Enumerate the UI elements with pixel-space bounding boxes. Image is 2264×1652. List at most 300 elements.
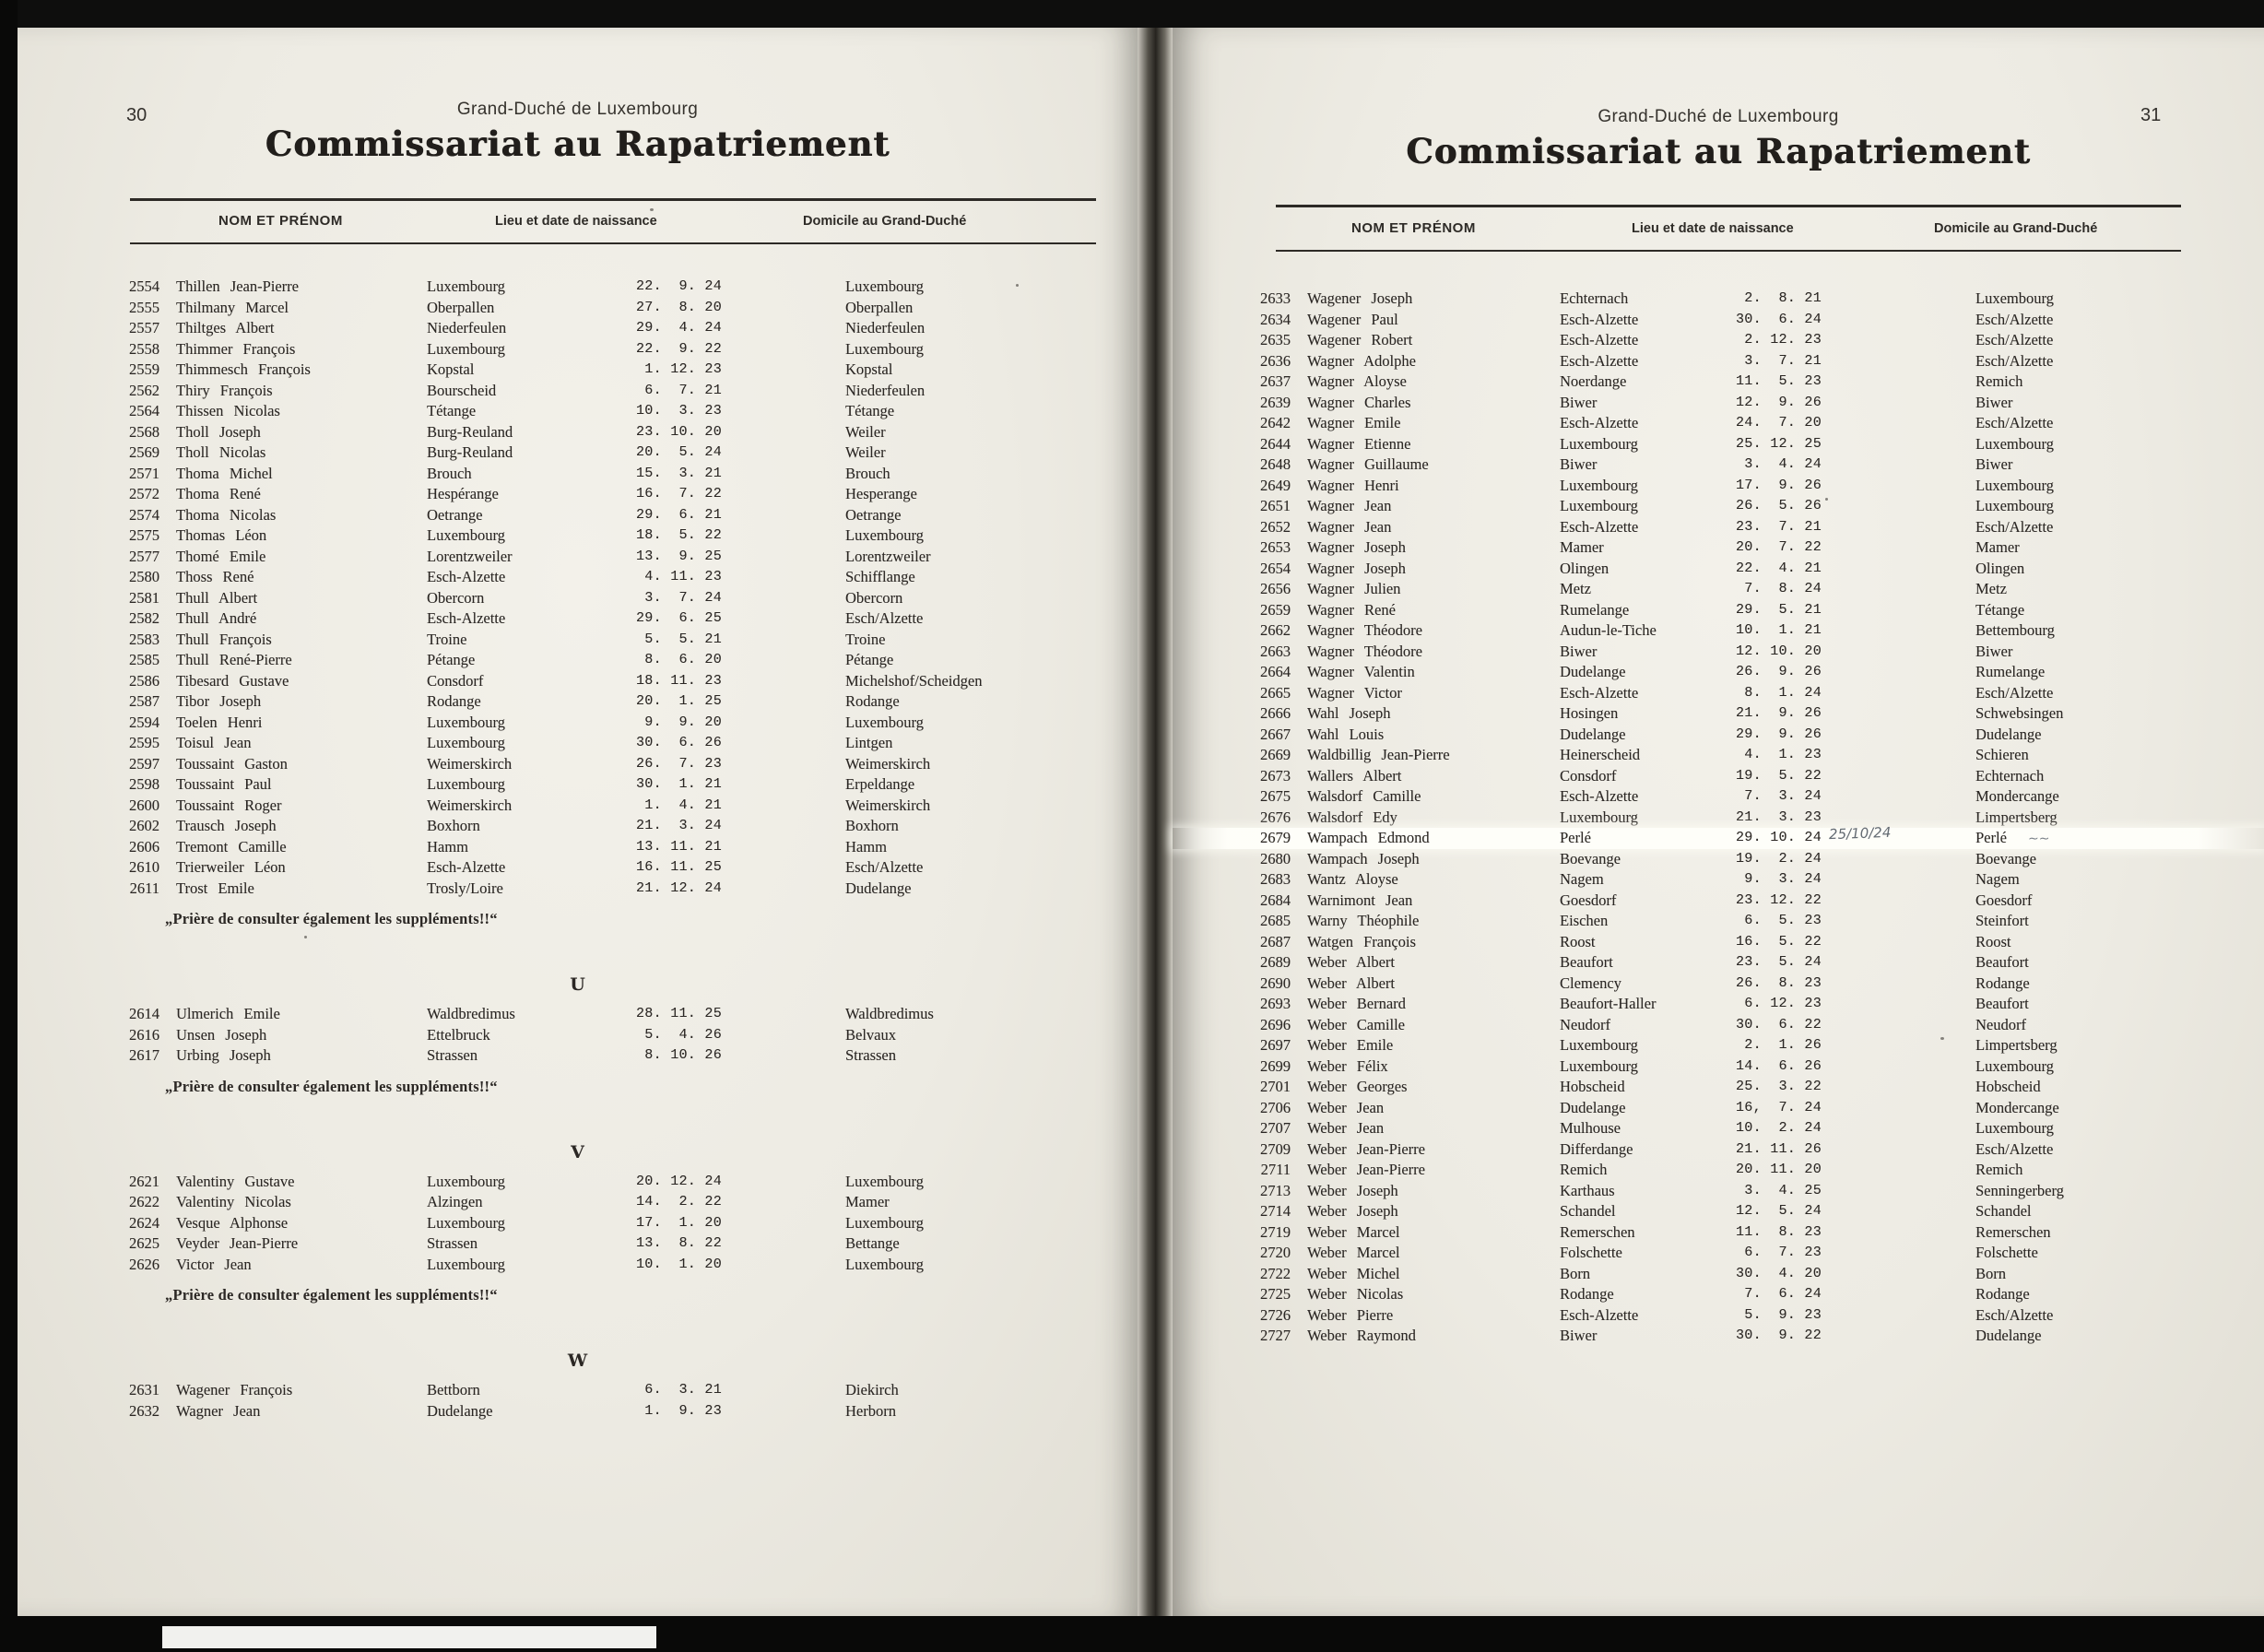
row-name: Wagner Henri <box>1307 476 1399 494</box>
row-birthdate: 20. 11. 20 <box>1735 1162 1822 1177</box>
row-name: Walsdorf Camille <box>1307 787 1421 805</box>
supplement-note: „Prière de consulter également les suppléments!!“ <box>165 1286 498 1304</box>
row-birthplace: Esch-Alzette <box>427 609 506 627</box>
row-birthplace: Strassen <box>427 1234 478 1252</box>
row-name: Wagner Aloyse <box>1307 372 1407 390</box>
row-birthdate: 3. 4. 25 <box>1735 1182 1822 1198</box>
table-row <box>18 879 1138 900</box>
row-birthplace: Beaufort <box>1560 953 1613 971</box>
row-number: 2569 <box>129 443 159 461</box>
row-number: 2720 <box>1260 1244 1291 1261</box>
row-name: Wahl Louis <box>1307 725 1385 743</box>
row-domicile: Herborn <box>845 1401 896 1420</box>
row-number: 2706 <box>1260 1098 1291 1116</box>
row-number: 2575 <box>129 526 159 544</box>
row-birthdate: 6. 12. 23 <box>1735 996 1822 1011</box>
row-birthdate: 21. 9. 26 <box>1735 705 1822 721</box>
table-row <box>18 837 1138 858</box>
row-name: Wagner Charles <box>1307 393 1411 411</box>
row-name: Wagner René <box>1307 600 1396 619</box>
row-name: Warny Théophile <box>1307 912 1420 929</box>
row-birthdate: 21. 11. 26 <box>1735 1140 1822 1157</box>
row-number: 2587 <box>129 692 159 710</box>
table-row <box>1173 579 2264 600</box>
row-name: Thimmesch François <box>176 360 311 378</box>
row-birthplace: Consdorf <box>1560 766 1617 785</box>
row-birthplace: Luxembourg <box>427 734 505 751</box>
table-row <box>18 442 1138 464</box>
row-birthplace: Esch-Alzette <box>1560 351 1639 370</box>
row-name: Weber Pierre <box>1307 1305 1394 1324</box>
row-domicile: Luxembourg <box>1975 1056 2054 1075</box>
table-row <box>18 754 1138 775</box>
row-domicile: Goesdorf <box>1975 891 2033 909</box>
row-number: 2555 <box>129 298 159 316</box>
row-birthdate: 30. 6. 22 <box>1735 1016 1822 1032</box>
table-row <box>1173 642 2264 663</box>
row-number: 2701 <box>1260 1078 1291 1095</box>
table-row <box>1173 330 2264 351</box>
row-number: 2675 <box>1260 787 1291 805</box>
row-birthplace: Consdorf <box>427 671 484 690</box>
row-birthplace: Luxembourg <box>427 339 505 358</box>
row-name: Weber Bernard <box>1307 995 1406 1012</box>
row-domicile: Erpeldange <box>845 775 915 793</box>
row-number: 2722 <box>1260 1264 1291 1282</box>
row-birthplace: Echternach <box>1560 289 1629 307</box>
row-birthdate: 29. 9. 26 <box>1735 726 1822 742</box>
table-row <box>1173 1015 2264 1036</box>
page-title: Commissariat au Rapatriement <box>1406 131 2031 171</box>
row-number: 2656 <box>1260 580 1291 597</box>
row-domicile: Born <box>1975 1264 2006 1282</box>
row-birthplace: Biwer <box>1560 642 1598 660</box>
row-domicile: Bettembourg <box>1975 621 2055 639</box>
table-row <box>1173 600 2264 621</box>
row-number: 2714 <box>1260 1202 1291 1220</box>
row-domicile: Bettange <box>845 1234 900 1252</box>
header-rule-top <box>130 198 1096 201</box>
row-number: 2652 <box>1260 517 1291 536</box>
row-name: Weber Marcel <box>1307 1244 1400 1261</box>
row-number: 2610 <box>129 858 159 876</box>
row-birthplace: Luxembourg <box>1560 434 1638 453</box>
row-domicile: Niederfeulen <box>845 381 926 399</box>
row-birthdate: 2. 8. 21 <box>1735 290 1822 306</box>
table-row <box>18 1172 1138 1193</box>
row-domicile: Weimerskirch <box>845 754 931 773</box>
table-row <box>1173 476 2264 497</box>
row-birthplace: Hobscheid <box>1560 1078 1625 1095</box>
row-name: Wagner Guillaume <box>1307 455 1429 473</box>
row-number: 2616 <box>129 1025 159 1044</box>
row-name: Wagner Julien <box>1307 580 1401 597</box>
row-domicile: Nagem <box>1975 870 2020 888</box>
row-birthplace: Metz <box>1560 580 1591 597</box>
row-birthdate: 26. 8. 23 <box>1735 974 1822 991</box>
row-domicile: Esch/Alzette <box>1975 1139 2054 1158</box>
row-birthdate: 16, 7. 24 <box>1735 1099 1822 1115</box>
row-domicile: Biwer <box>1975 642 2013 660</box>
row-domicile: Mondercange <box>1975 1098 2059 1116</box>
row-name: Ulmerich Emile <box>176 1005 280 1022</box>
row-domicile: Esch/Alzette <box>1975 1305 2054 1324</box>
scan-speck <box>1016 284 1019 287</box>
column-header-name: NOM ET PRÉNOM <box>1351 220 1476 236</box>
row-domicile: Weiler <box>845 422 886 441</box>
row-name: Weber Joseph <box>1307 1181 1398 1199</box>
row-birthplace: Esch-Alzette <box>427 568 506 585</box>
pencil-mark: ∼∼ <box>2028 832 2050 846</box>
table-row <box>1173 1305 2264 1327</box>
row-birthplace: Luxembourg <box>1560 497 1638 514</box>
table-row <box>1173 869 2264 891</box>
row-birthdate: 19. 5. 22 <box>1735 767 1822 784</box>
row-domicile: Luxembourg <box>845 1213 924 1232</box>
row-birthplace: Luxembourg <box>427 1172 505 1190</box>
row-number: 2669 <box>1260 746 1291 763</box>
table-row <box>1173 1077 2264 1098</box>
row-number: 2574 <box>129 505 159 524</box>
row-domicile: Folschette <box>1975 1244 2038 1261</box>
row-birthplace: Esch-Alzette <box>1560 414 1639 431</box>
column-header-birth: Lieu et date de naissance <box>495 214 657 229</box>
row-birthdate: 9. 3. 24 <box>1735 871 1822 887</box>
row-name: Valentiny Gustave <box>176 1172 295 1190</box>
row-number: 2683 <box>1260 870 1291 888</box>
scan-edge-left <box>0 0 18 1652</box>
country-header: Grand-Duché de Luxembourg <box>456 100 699 119</box>
table-row <box>18 1401 1138 1422</box>
row-birthdate: 23. 12. 22 <box>1735 891 1822 908</box>
row-name: Wantz Aloyse <box>1307 870 1398 888</box>
table-row <box>18 713 1138 734</box>
row-domicile: Luxembourg <box>1975 434 2054 453</box>
row-domicile: Perlé <box>1975 829 2007 846</box>
row-domicile: Luxembourg <box>1975 476 2054 494</box>
scan-speck <box>1825 498 1828 501</box>
row-birthplace: Hamm <box>427 837 468 856</box>
row-birthdate: 2. 12. 23 <box>1735 332 1822 348</box>
table-row <box>1173 662 2264 683</box>
table-row <box>1173 932 2264 953</box>
table-row <box>1173 1181 2264 1202</box>
row-number: 2648 <box>1260 455 1291 473</box>
row-number: 2580 <box>129 568 159 585</box>
table-row <box>1173 1222 2264 1244</box>
row-number: 2642 <box>1260 414 1291 431</box>
row-birthdate: 28. 11. 25 <box>635 1006 722 1021</box>
row-birthplace: Luxembourg <box>427 1255 505 1273</box>
row-birthplace: Tétange <box>427 402 477 419</box>
row-domicile: Niederfeulen <box>845 319 926 336</box>
row-domicile: Oberpallen <box>845 298 914 316</box>
row-domicile: Dudelange <box>1975 1327 2042 1344</box>
row-name: Weber Albert <box>1307 953 1396 971</box>
row-birthdate: 30. 6. 26 <box>635 735 722 750</box>
row-birthdate: 30. 1. 21 <box>635 776 722 792</box>
row-name: Weber Georges <box>1307 1078 1408 1095</box>
row-domicile: Diekirch <box>845 1381 899 1398</box>
row-name: Thillen Jean-Pierre <box>176 277 299 295</box>
table-row <box>1173 974 2264 995</box>
row-domicile: Mamer <box>1975 538 2020 556</box>
table-row <box>18 422 1138 443</box>
row-name: Wagner Théodore <box>1307 642 1422 660</box>
table-row <box>1173 1035 2264 1056</box>
row-domicile: Echternach <box>1975 766 2045 785</box>
row-birthdate: 14. 2. 22 <box>635 1194 722 1210</box>
row-number: 2689 <box>1260 953 1291 971</box>
row-birthdate: 18. 11. 23 <box>635 672 722 689</box>
row-domicile: Schifflange <box>845 568 915 585</box>
row-birthplace: Nagem <box>1560 870 1604 888</box>
section-v <box>18 1142 1138 1305</box>
table-row <box>18 464 1138 485</box>
row-number: 2597 <box>129 754 159 773</box>
row-birthdate: 3. 7. 21 <box>1735 352 1822 369</box>
row-domicile: Limpertsberg <box>1975 808 2058 826</box>
row-birthplace: Hespérange <box>427 485 499 502</box>
table-row <box>1173 823 2264 849</box>
row-birthplace: Folschette <box>1560 1244 1622 1261</box>
row-name: Wagener Joseph <box>1307 289 1413 307</box>
table-row <box>18 608 1138 630</box>
row-birthplace: Rodange <box>427 692 481 710</box>
row-birthdate: 15. 3. 21 <box>635 465 722 481</box>
table-row <box>1173 289 2264 310</box>
row-birthplace: Hosingen <box>1560 704 1619 722</box>
row-birthdate: 26. 7. 23 <box>635 755 722 772</box>
section-u <box>18 974 1138 1096</box>
row-birthdate: 30. 6. 24 <box>1735 311 1822 327</box>
row-domicile: Luxembourg <box>845 1255 924 1273</box>
row-number: 2636 <box>1260 351 1291 370</box>
section-letter: U <box>570 974 585 995</box>
row-domicile: Luxembourg <box>1975 497 2054 514</box>
row-name: Weber Félix <box>1307 1056 1388 1075</box>
row-number: 2633 <box>1260 289 1291 307</box>
row-birthdate: 5. 9. 23 <box>1735 1306 1822 1323</box>
row-birthplace: Biwer <box>1560 455 1598 473</box>
row-birthdate: 7. 3. 24 <box>1735 788 1822 804</box>
row-number: 2554 <box>129 277 159 295</box>
row-name: Waldbillig Jean-Pierre <box>1307 746 1450 763</box>
row-birthdate: 12. 9. 26 <box>1735 394 1822 410</box>
row-birthdate: 13. 9. 25 <box>635 548 722 564</box>
row-name: Trost Emile <box>176 879 254 897</box>
row-birthdate: 22. 9. 24 <box>635 278 722 294</box>
row-birthplace: Oberpallen <box>427 298 495 316</box>
row-number: 2662 <box>1260 621 1291 639</box>
row-name: Weber Albert <box>1307 974 1396 992</box>
rows-v <box>18 1172 1138 1276</box>
row-birthplace: Burg-Reuland <box>427 443 513 461</box>
row-number: 2699 <box>1260 1056 1291 1075</box>
row-birthdate: 3. 4. 24 <box>1735 456 1822 472</box>
table-row <box>18 691 1138 713</box>
row-number: 2673 <box>1260 766 1291 785</box>
row-domicile: Lintgen <box>845 734 893 751</box>
row-birthdate: 5. 4. 26 <box>635 1026 722 1043</box>
row-number: 2725 <box>1260 1285 1291 1303</box>
row-domicile: Luxembourg <box>1975 1119 2054 1137</box>
row-birthplace: Strassen <box>427 1046 478 1064</box>
table-row <box>18 567 1138 588</box>
row-number: 2664 <box>1260 663 1291 680</box>
row-birthdate: 11. 5. 23 <box>1735 373 1822 389</box>
row-name: Wagner Jean <box>176 1401 261 1420</box>
row-birthdate: 29. 4. 24 <box>635 320 722 336</box>
row-name: Veyder Jean-Pierre <box>176 1234 299 1252</box>
row-domicile: Rumelange <box>1975 663 2046 680</box>
row-domicile: Beaufort <box>1975 953 2029 971</box>
header-rule-top <box>1276 205 2181 207</box>
row-birthplace: Eischen <box>1560 912 1609 929</box>
row-domicile: Esch/Alzette <box>1975 414 2054 431</box>
row-birthplace: Rumelange <box>1560 600 1630 619</box>
row-birthdate: 7. 8. 24 <box>1735 581 1822 596</box>
row-number: 2632 <box>129 1401 159 1420</box>
row-domicile: Beaufort <box>1975 995 2029 1012</box>
row-birthdate: 3. 7. 24 <box>635 589 722 606</box>
row-number: 2696 <box>1260 1015 1291 1033</box>
row-name: Wagner Joseph <box>1307 559 1406 577</box>
rows-t <box>18 277 1138 899</box>
row-domicile: Waldbredimus <box>845 1005 934 1022</box>
table-row <box>18 525 1138 547</box>
row-number: 2562 <box>129 381 159 399</box>
row-name: Wagner Jean <box>1307 517 1392 536</box>
row-domicile: Esch/Alzette <box>1975 517 2054 536</box>
row-name: Wampach Joseph <box>1307 849 1420 867</box>
row-domicile: Weiler <box>845 443 886 461</box>
row-domicile: Luxembourg <box>1975 289 2054 307</box>
row-birthdate: 18. 5. 22 <box>635 527 722 543</box>
row-domicile: Metz <box>1975 580 2007 597</box>
row-name: Warnimont Jean <box>1307 891 1413 909</box>
row-domicile: Lorentzweiler <box>845 547 931 565</box>
table-row <box>1173 372 2264 393</box>
row-domicile: Senningerberg <box>1975 1181 2064 1199</box>
row-birthplace: Beaufort-Haller <box>1560 995 1657 1012</box>
row-birthdate: 27. 8. 20 <box>635 299 722 315</box>
row-number: 2598 <box>129 775 159 793</box>
row-birthdate: 25. 3. 22 <box>1735 1079 1822 1094</box>
row-domicile: Schieren <box>1975 746 2029 763</box>
row-birthplace: Mulhouse <box>1560 1119 1621 1137</box>
row-birthplace: Weimerskirch <box>427 796 513 814</box>
row-name: Wagner Joseph <box>1307 538 1406 556</box>
row-number: 2631 <box>129 1381 159 1398</box>
row-birthdate: 13. 11. 21 <box>635 838 722 855</box>
table-row <box>18 339 1138 360</box>
row-number: 2676 <box>1260 808 1291 826</box>
row-number: 2651 <box>1260 497 1291 514</box>
row-name: Thoss René <box>176 568 254 585</box>
row-name: Thoma René <box>176 485 261 502</box>
row-name: Tibor Joseph <box>176 692 262 710</box>
table-row <box>1173 1118 2264 1139</box>
row-name: Weber Camille <box>1307 1015 1406 1033</box>
row-birthdate: 26. 5. 26 <box>1735 498 1822 513</box>
row-name: Thull François <box>176 630 272 648</box>
row-number: 2602 <box>129 817 159 834</box>
row-name: Thissen Nicolas <box>176 402 280 419</box>
row-name: Thull René-Pierre <box>176 651 292 668</box>
table-row <box>1173 1056 2264 1078</box>
row-domicile: Tétange <box>1975 600 2025 619</box>
row-domicile: Michelshof/Scheidgen <box>845 671 983 690</box>
row-number: 2690 <box>1260 974 1291 992</box>
row-number: 2684 <box>1260 891 1291 909</box>
row-number: 2635 <box>1260 331 1291 348</box>
row-domicile: Hamm <box>845 837 887 856</box>
table-row <box>1173 1243 2264 1264</box>
row-number: 2581 <box>129 588 159 607</box>
row-name: Wagner Jean <box>1307 497 1392 514</box>
table-row <box>1173 1201 2264 1222</box>
row-birthplace: Alzingen <box>427 1193 483 1210</box>
row-birthdate: 16. 5. 22 <box>1735 933 1822 950</box>
row-number: 2582 <box>129 609 159 627</box>
row-domicile: Olingen <box>1975 559 2025 577</box>
table-row <box>18 1213 1138 1234</box>
table-row <box>1173 434 2264 455</box>
row-birthplace: Rodange <box>1560 1285 1614 1303</box>
row-birthplace: Luxembourg <box>427 775 505 793</box>
row-domicile: Luxembourg <box>845 277 924 295</box>
row-birthdate: 6. 5. 23 <box>1735 913 1822 928</box>
row-number: 2585 <box>129 651 159 668</box>
row-birthdate: 20. 1. 25 <box>635 693 722 709</box>
row-birthplace: Obercorn <box>427 588 485 607</box>
row-name: Urbing Joseph <box>176 1046 271 1064</box>
row-number: 2626 <box>129 1255 159 1273</box>
section-w <box>18 1351 1138 1422</box>
row-birthplace: Dudelange <box>1560 1098 1626 1116</box>
row-birthplace: Luxembourg <box>1560 1036 1638 1054</box>
row-birthdate: 4. 11. 23 <box>635 569 722 584</box>
row-birthplace: Luxembourg <box>1560 1056 1638 1075</box>
row-birthdate: 7. 6. 24 <box>1735 1286 1822 1302</box>
table-row <box>1173 745 2264 766</box>
row-name: Weber Jean <box>1307 1098 1385 1116</box>
page-left <box>18 28 1138 1616</box>
row-birthplace: Audun-le-Tiche <box>1560 621 1657 639</box>
row-name: Thomé Emile <box>176 547 266 565</box>
row-name: Thomas Léon <box>176 526 267 544</box>
row-birthdate: 2. 1. 26 <box>1735 1037 1822 1053</box>
row-name: Thiltges Albert <box>176 319 275 336</box>
row-birthdate: 1. 9. 23 <box>635 1402 722 1419</box>
row-domicile: Limpertsberg <box>1975 1036 2058 1054</box>
row-domicile: Esch/Alzette <box>1975 310 2054 328</box>
row-birthdate: 29. 10. 24 <box>1735 830 1822 845</box>
row-name: Wagner Valentin <box>1307 663 1415 680</box>
row-number: 2611 <box>129 879 159 897</box>
row-name: Wampach Edmond <box>1307 829 1430 846</box>
row-domicile: Weimerskirch <box>845 796 931 814</box>
row-name: Thoma Nicolas <box>176 505 277 524</box>
table-row <box>1173 891 2264 912</box>
row-name: Weber Marcel <box>1307 1222 1400 1241</box>
row-domicile: Pétange <box>845 651 894 668</box>
row-birthplace: Burg-Reuland <box>427 422 513 441</box>
row-birthplace: Luxembourg <box>1560 476 1638 494</box>
row-birthdate: 1. 4. 21 <box>635 796 722 813</box>
row-birthplace: Perlé <box>1560 829 1591 846</box>
